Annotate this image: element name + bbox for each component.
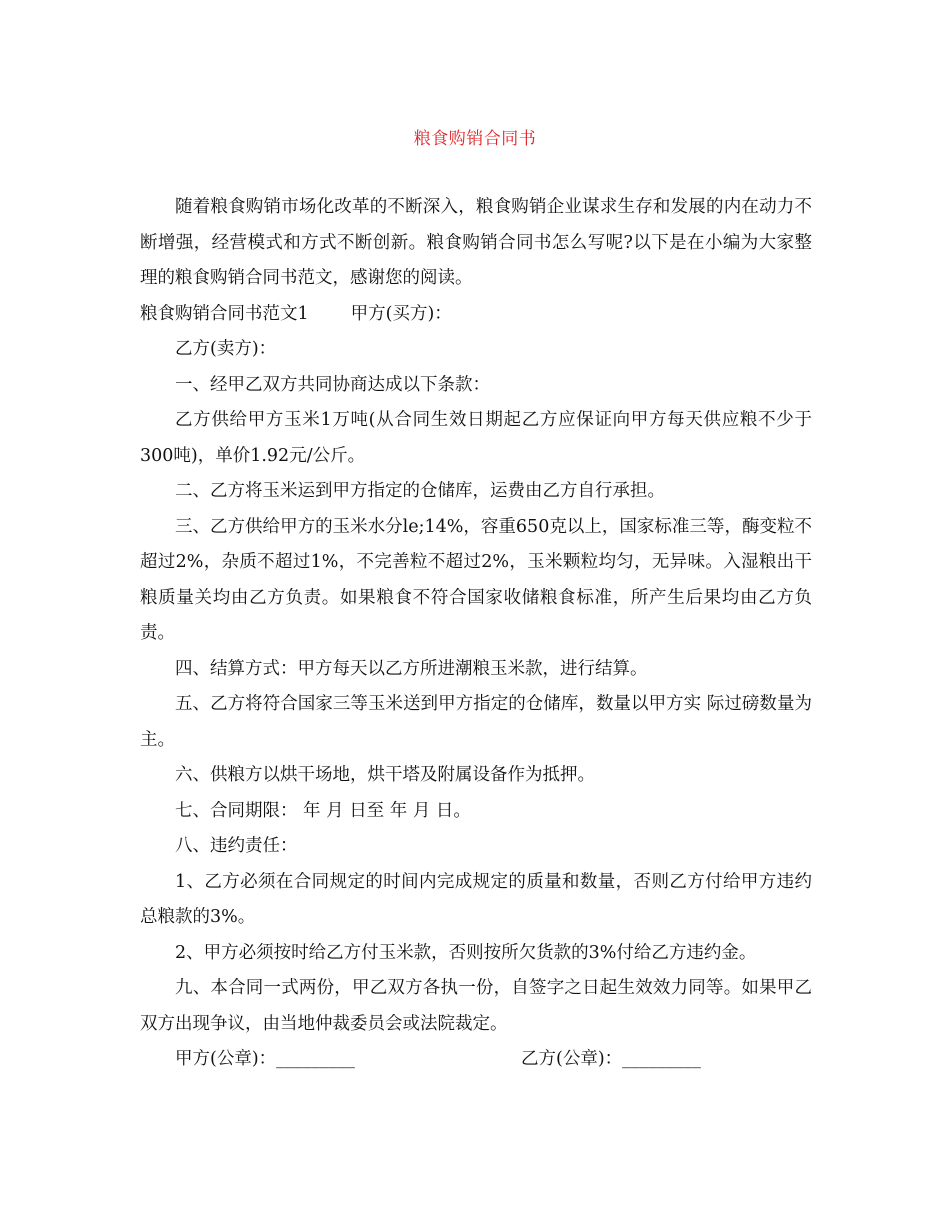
document-body: [140, 190, 812, 1078]
clause-paragraph: 一、经甲乙双方共同协商达成以下条款：: [175, 374, 490, 395]
intro-paragraph: 随着粮食购销市场化改革的不断深入，粮食购销企业谋求生存和发展的内在动力不断增强，经营模式和方式不断创新。粮食购销合同书怎么写呢?以下是在小编为大家整理的粮食购销合同书范文，感谢您的阅读。: [140, 197, 812, 288]
clause-paragraph: 七、合同期限： 年 月 日至 年 月 日。: [175, 800, 471, 821]
signature-row: [140, 1042, 812, 1078]
party-a-buyer: 甲方(买方)：: [350, 303, 452, 324]
clause-paragraph: 二、乙方将玉米运到甲方指定的仓储库，运费由乙方自行承担。: [175, 481, 665, 501]
party-b-seller: 乙方(卖方)：: [175, 339, 277, 359]
clause-paragraph: 乙方供给甲方玉米1万吨(从合同生效日期起乙方应保证向甲方每天供应粮不少于300吨)，单价1.92元/公斤。: [140, 410, 812, 466]
clause-paragraph: 九、本合同一式两份，甲乙双方各执一份，自签字之日起生效效力同等。如果甲乙双方出现争议，由当地仲裁委员会或法院裁定。: [140, 978, 812, 1034]
clause-paragraph: 1、乙方必须在合同规定的时间内完成规定的质量和数量，否则乙方付给甲方违约总粮款的3%。: [140, 871, 812, 927]
clause-paragraph: 八、违约责任：: [175, 836, 298, 856]
sample-heading: 粮食购销合同书范文1: [140, 303, 309, 324]
clause-paragraph: 三、乙方供给甲方的玉米水分le;14%，容重650克以上，国家标准三等，酶变粒不超过2%，杂质不超过1%，不完善粒不超过2%，玉米颗粒均匀，无异味。入湿粮出干粮质量关均由乙方负责。如果粮食不符合国家收储粮食标准，所产生后果均由乙方负责。: [140, 516, 812, 643]
sample-heading-row: [140, 297, 812, 333]
clause-paragraph: 四、结算方式：甲方每天以乙方所进潮粮玉米款，进行结算。: [175, 658, 648, 679]
signature-party-b: 乙方(公章)：_________: [521, 1049, 701, 1069]
signature-party-a: 甲方(公章)：_________: [175, 1049, 355, 1069]
clause-paragraph: 2、甲方必须按时给乙方付玉米款，否则按所欠货款的3%付给乙方违约金。: [175, 942, 757, 963]
document-title: 粮食购销合同书: [413, 129, 537, 149]
clause-paragraph: 五、乙方将符合国家三等玉米送到甲方指定的仓储库，数量以甲方实 际过磅数量为主。: [140, 694, 812, 750]
clause-paragraph: 六、供粮方以烘干场地，烘干塔及附属设备作为抵押。: [175, 765, 595, 785]
